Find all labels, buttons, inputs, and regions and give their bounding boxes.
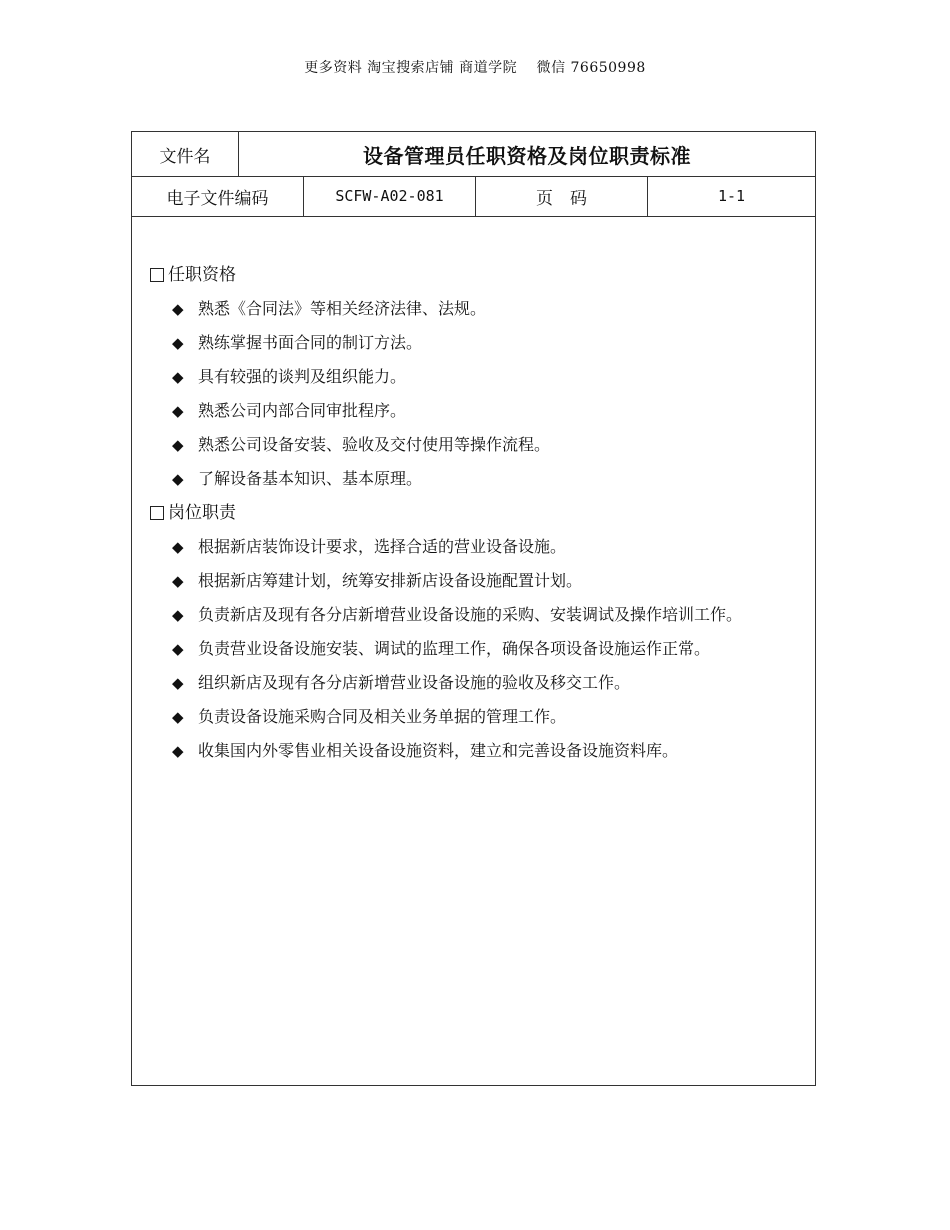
list-item: ◆ 熟练掌握书面合同的制订方法。	[172, 326, 802, 360]
page-label: 页 码	[476, 176, 648, 216]
document-body	[132, 258, 815, 768]
section-qualifications	[132, 258, 815, 496]
list-item: ◆ 熟悉公司内部合同审批程序。	[172, 394, 802, 428]
document-table	[131, 131, 816, 1086]
checkbox-square-icon	[150, 506, 164, 520]
qualification-list	[132, 292, 815, 496]
page-value: 1-1	[717, 187, 746, 205]
list-item: ◆ 熟悉《合同法》等相关经济法律、法规。	[172, 292, 802, 326]
section-title: 任职资格	[168, 265, 236, 285]
diamond-bullet-icon: ◆	[172, 436, 184, 454]
list-item: ◆ 负责营业设备设施安装、调试的监理工作，确保各项设备设施运作正常。	[172, 632, 802, 666]
list-item: ◆ 根据新店装饰设计要求，选择合适的营业设备设施。	[172, 530, 802, 564]
diamond-bullet-icon: ◆	[172, 572, 184, 590]
diamond-bullet-icon: ◆	[172, 300, 184, 318]
section-title: 岗位职责	[168, 503, 236, 523]
list-item: ◆ 熟悉公司设备安装、验收及交付使用等操作流程。	[172, 428, 802, 462]
file-name-label: 文件名	[132, 132, 239, 176]
diamond-bullet-icon: ◆	[172, 606, 184, 624]
diamond-bullet-icon: ◆	[172, 470, 184, 488]
list-item: ◆ 负责设备设施采购合同及相关业务单据的管理工作。	[172, 700, 802, 734]
list-item: ◆ 负责新店及现有各分店新增营业设备设施的采购、安装调试及操作培训工作。	[172, 598, 802, 632]
diamond-bullet-icon: ◆	[172, 538, 184, 556]
file-code: SCFW-A02-081	[304, 176, 476, 216]
section-responsibilities	[132, 496, 815, 768]
diamond-bullet-icon: ◆	[172, 640, 184, 658]
checkbox-square-icon	[150, 268, 164, 282]
diamond-bullet-icon: ◆	[172, 742, 184, 760]
list-item: ◆ 根据新店筹建计划，统筹安排新店设备设施配置计划。	[172, 564, 802, 598]
list-item: ◆ 收集国内外零售业相关设备设施资料，建立和完善设备设施资料库。	[172, 734, 802, 768]
diamond-bullet-icon: ◆	[172, 368, 184, 386]
diamond-bullet-icon: ◆	[172, 402, 184, 420]
diamond-bullet-icon: ◆	[172, 334, 184, 352]
diamond-bullet-icon: ◆	[172, 674, 184, 692]
header-note: 更多资料 淘宝搜索店铺 商道学院 微信 76650998	[304, 60, 646, 76]
list-item: ◆ 具有较强的谈判及组织能力。	[172, 360, 802, 394]
file-code-label: 电子文件编码	[132, 176, 304, 216]
section-heading	[150, 496, 815, 530]
document-title: 设备管理员任职资格及岗位职责标准	[363, 143, 691, 168]
code-row	[132, 176, 815, 217]
title-row	[132, 132, 815, 177]
list-item: ◆ 了解设备基本知识、基本原理。	[172, 462, 802, 496]
responsibility-list	[132, 530, 815, 768]
section-heading	[150, 258, 815, 292]
list-item: ◆ 组织新店及现有各分店新增营业设备设施的验收及移交工作。	[172, 666, 802, 700]
diamond-bullet-icon: ◆	[172, 708, 184, 726]
